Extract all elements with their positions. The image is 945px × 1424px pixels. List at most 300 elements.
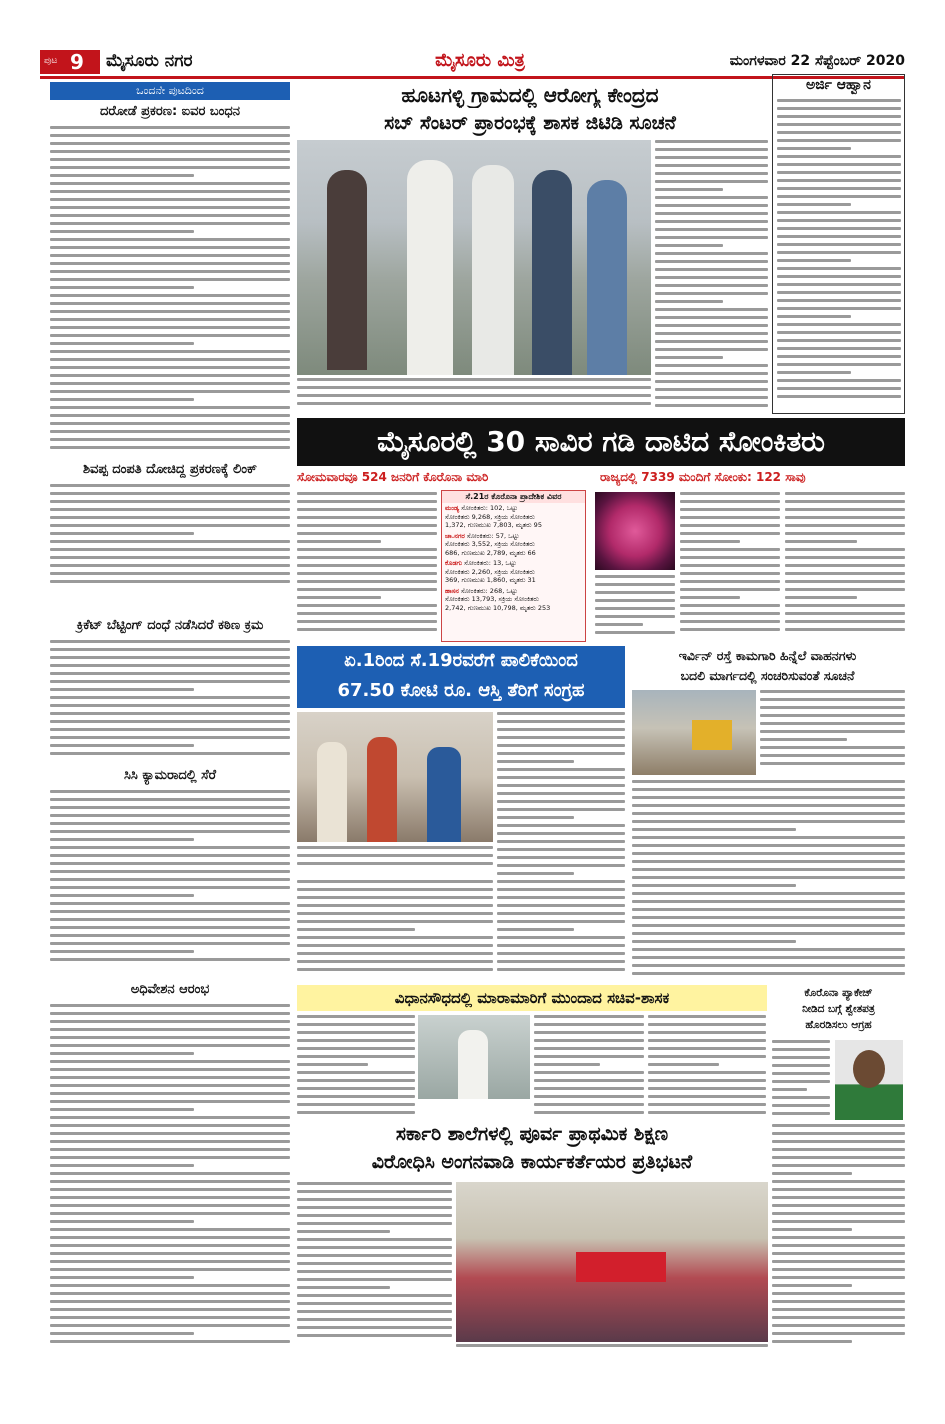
text-line: [50, 430, 290, 433]
text-line: [497, 824, 625, 827]
text-line: [50, 1092, 290, 1095]
text-line: [777, 171, 901, 174]
text-line: [632, 916, 905, 919]
text-line: [456, 1344, 768, 1347]
text-line: [50, 1276, 194, 1279]
text-line: [297, 1063, 368, 1066]
text-line: [760, 754, 905, 757]
text-line: [50, 704, 290, 707]
text-line: [534, 1039, 644, 1042]
text-line: [50, 790, 290, 793]
text-line: [297, 888, 493, 891]
text-line: [534, 1095, 644, 1098]
text-line: [297, 1246, 452, 1249]
text-line: [297, 500, 437, 503]
text-line: [760, 706, 905, 709]
district-2-line3: 686, ಗುಣಮುಖ 2,789, ಮೃತರು 66: [445, 548, 536, 557]
text-line: [648, 1023, 766, 1026]
text-line: [772, 1156, 905, 1159]
text-line: [497, 848, 625, 851]
text-line: [534, 1023, 644, 1026]
text-line: [785, 628, 905, 631]
page-number-badge: [40, 50, 100, 74]
text-line: [50, 532, 194, 535]
text-line: [497, 720, 625, 723]
text-line: [772, 1172, 852, 1175]
text-line: [655, 268, 768, 271]
district-4-line3: 2,742, ಗುಣಮುಖ 10,798, ಮೃತರು 253: [445, 603, 551, 612]
text-line: [50, 508, 290, 511]
text-line: [632, 956, 905, 959]
text-line: [297, 386, 651, 389]
text-line: [497, 880, 625, 883]
text-line: [497, 744, 625, 747]
text-line: [50, 556, 290, 559]
text-line: [50, 910, 290, 913]
text-line: [655, 148, 768, 151]
text-line: [680, 588, 780, 591]
left-item-2-text: [50, 484, 290, 594]
text-line: [777, 355, 901, 358]
text-line: [772, 1180, 905, 1183]
text-line: [785, 620, 905, 623]
text-line: [655, 372, 768, 375]
text-line: [777, 275, 901, 278]
text-line: [777, 155, 901, 158]
text-line: [777, 291, 901, 294]
text-line: [655, 284, 768, 287]
text-line: [50, 1236, 290, 1239]
text-line: [655, 180, 768, 183]
text-line: [595, 583, 675, 586]
text-line: [297, 1302, 452, 1305]
left-item-1-title: ದರೋಡೆ ಪ್ರಕರಣ: ಐವರ ಬಂಧನ: [99, 104, 241, 119]
text-line: [50, 390, 290, 393]
text-line: [777, 243, 901, 246]
text-line: [297, 1206, 452, 1209]
text-line: [50, 664, 290, 667]
text-line: [772, 1212, 905, 1215]
text-line: [595, 607, 675, 610]
text-line: [655, 340, 768, 343]
text-line: [777, 123, 901, 126]
text-line: [297, 1087, 415, 1090]
text-line: [772, 1316, 905, 1319]
text-line: [655, 228, 768, 231]
text-line: [772, 1340, 852, 1343]
text-line: [655, 348, 768, 351]
text-line: [680, 556, 780, 559]
text-line: [50, 350, 290, 353]
text-line: [497, 784, 625, 787]
text-line: [785, 492, 905, 495]
text-line: [632, 812, 905, 815]
district-2-line1: ಸೋಂಕಿತರು: 57, ಒಟ್ಟು: [466, 531, 520, 540]
text-line: [632, 892, 905, 895]
virus-illustration: [595, 492, 675, 570]
text-line: [632, 948, 905, 951]
issue-date: ಮಂಗಳವಾರ 22 ಸೆಪ್ಟೆಂಬರ್ 2020: [729, 53, 905, 69]
text-line: [777, 195, 901, 198]
text-line: [595, 591, 675, 594]
vidhana-text-a: [297, 1015, 415, 1120]
top-story-headline-1: ಹೂಟಗಳ್ಳಿ ಗ್ರಾಮದಲ್ಲಿ ಆರೋಗ್ಯ ಕೇಂದ್ರದ: [401, 83, 659, 107]
text-line: [297, 1182, 452, 1185]
text-line: [50, 246, 290, 249]
text-line: [655, 292, 768, 295]
text-line: [497, 768, 625, 771]
text-line: [50, 1116, 290, 1119]
text-line: [534, 1015, 644, 1018]
text-line: [297, 1214, 452, 1217]
text-line: [772, 1260, 905, 1263]
text-line: [297, 846, 493, 849]
text-line: [632, 884, 796, 887]
text-line: [648, 1071, 766, 1074]
package-headline-1: ಕೊರೊನಾ ಪ್ಯಾಕೇಜ್: [804, 987, 873, 999]
page-number: 9: [70, 50, 84, 74]
text-line: [50, 540, 290, 543]
text-line: [772, 1332, 905, 1335]
text-line: [297, 944, 493, 947]
text-line: [680, 580, 780, 583]
text-line: [534, 1063, 600, 1066]
text-line: [297, 912, 493, 915]
anganwadi-text-a: [297, 1182, 452, 1347]
text-line: [534, 1047, 644, 1050]
text-line: [50, 1212, 290, 1215]
text-line: [772, 1196, 905, 1199]
text-line: [777, 307, 901, 310]
text-line: [655, 204, 768, 207]
text-line: [680, 628, 780, 631]
text-line: [760, 738, 847, 741]
text-line: [50, 310, 290, 313]
text-line: [785, 540, 857, 543]
text-line: [785, 532, 905, 535]
top-story-headline-2: ಸಬ್ ಸೆಂಟರ್ ಪ್ರಾರಂಭಕ್ಕೆ ಶಾಸಕ ಜಿಟಿಡಿ ಸೂಚನೆ: [384, 112, 676, 134]
text-line: [50, 1036, 290, 1039]
text-line: [50, 580, 290, 583]
district-4-name: ಹಾಸನ: [445, 586, 459, 595]
text-line: [297, 556, 437, 559]
text-line: [777, 179, 901, 182]
text-line: [50, 1148, 290, 1151]
text-line: [632, 924, 905, 927]
district-4-line2: ಸೋಂಕಿತರು 13,793, ಸಕ್ರಿಯ ಸೋಂಕಿತರು: [445, 595, 539, 603]
text-line: [297, 1318, 452, 1321]
text-line: [50, 238, 290, 241]
text-line: [50, 672, 290, 675]
text-line: [534, 1111, 644, 1114]
text-line: [632, 964, 905, 967]
text-line: [785, 580, 905, 583]
text-line: [50, 862, 290, 865]
text-line: [50, 1196, 290, 1199]
text-line: [777, 139, 901, 142]
text-line: [297, 492, 437, 495]
text-line: [50, 1332, 194, 1335]
text-line: [297, 1326, 452, 1329]
district-2-name: ಚಾ.ನಗರ: [445, 531, 465, 540]
text-line: [50, 838, 194, 841]
text-line: [772, 1096, 830, 1099]
text-line: [772, 1220, 905, 1223]
notice-box: [772, 74, 905, 414]
text-line: [50, 126, 290, 129]
covid-right-text-b: [785, 492, 905, 642]
covid-right-text-c: [595, 575, 675, 642]
text-line: [50, 1084, 290, 1087]
palike-photo: [297, 712, 493, 842]
text-line: [497, 928, 574, 931]
text-line: [777, 299, 901, 302]
left-item-4-text: [50, 790, 290, 968]
text-line: [50, 166, 290, 169]
text-line: [655, 276, 768, 279]
text-line: [50, 270, 290, 273]
text-line: [772, 1124, 905, 1127]
text-line: [50, 374, 290, 377]
text-line: [497, 776, 625, 779]
text-line: [777, 283, 901, 286]
text-line: [655, 188, 723, 191]
text-line: [772, 1064, 830, 1067]
text-line: [648, 1055, 766, 1058]
text-line: [50, 846, 290, 849]
text-line: [655, 236, 768, 239]
text-line: [50, 1044, 290, 1047]
text-line: [632, 900, 905, 903]
package-text-b: [772, 1124, 905, 1349]
text-line: [50, 142, 290, 145]
text-line: [297, 1294, 452, 1297]
text-line: [50, 894, 194, 897]
text-line: [648, 1015, 766, 1018]
text-line: [497, 920, 625, 923]
text-line: [648, 1095, 766, 1098]
text-line: [777, 211, 901, 214]
text-line: [772, 1072, 830, 1075]
text-line: [785, 612, 905, 615]
text-line: [50, 648, 290, 651]
text-line: [655, 252, 768, 255]
strap-label: ಒಂದನೇ ಪುಟದಿಂದ: [136, 84, 204, 97]
text-line: [772, 1104, 830, 1107]
text-line: [772, 1324, 905, 1327]
text-line: [785, 572, 905, 575]
text-line: [50, 516, 290, 519]
text-line: [50, 926, 290, 929]
text-line: [680, 508, 780, 511]
text-line: [497, 792, 625, 795]
text-line: [50, 1292, 290, 1295]
anganwadi-headline-2: ವಿರೋಧಿಸಿ ಅಂಗನವಾಡಿ ಕಾರ್ಯಕರ್ತೆಯರ ಪ್ರತಿಭಟನೆ: [371, 1151, 693, 1173]
text-line: [648, 1103, 766, 1106]
text-line: [297, 628, 437, 631]
text-line: [50, 1028, 290, 1031]
text-line: [50, 294, 290, 297]
text-line: [632, 932, 905, 935]
text-line: [50, 728, 290, 731]
text-line: [772, 1292, 905, 1295]
text-line: [297, 960, 493, 963]
text-line: [772, 1236, 905, 1239]
text-line: [50, 1068, 290, 1071]
text-line: [772, 1140, 905, 1143]
text-line: [50, 548, 290, 551]
text-line: [777, 379, 901, 382]
text-line: [50, 1228, 290, 1231]
text-line: [50, 406, 290, 409]
text-line: [50, 696, 290, 699]
text-line: [297, 564, 437, 567]
text-line: [595, 575, 675, 578]
text-line: [50, 1308, 290, 1311]
text-line: [648, 1031, 766, 1034]
left-item-1-text: [50, 126, 290, 461]
text-line: [680, 540, 740, 543]
text-line: [50, 918, 290, 921]
text-line: [777, 235, 901, 238]
district-2-line2: ಸೋಂಕಿತರು 3,552, ಸಕ್ರಿಯ ಸೋಂಕಿತರು: [445, 540, 535, 548]
text-line: [297, 952, 493, 955]
text-line: [680, 524, 780, 527]
text-line: [497, 896, 625, 899]
text-line: [760, 730, 905, 733]
text-line: [297, 548, 437, 551]
text-line: [497, 936, 625, 939]
text-line: [632, 940, 796, 943]
text-line: [50, 1020, 290, 1023]
text-line: [297, 968, 493, 971]
text-line: [50, 382, 290, 385]
text-line: [777, 219, 901, 222]
text-line: [297, 928, 415, 931]
text-line: [50, 286, 194, 289]
text-line: [497, 904, 625, 907]
text-line: [777, 115, 901, 118]
text-line: [297, 532, 437, 535]
text-line: [50, 830, 290, 833]
text-line: [772, 1244, 905, 1247]
text-line: [297, 862, 493, 865]
text-line: [760, 714, 905, 717]
text-line: [655, 356, 723, 359]
text-line: [534, 1055, 644, 1058]
text-line: [760, 746, 905, 749]
package-text-a: [772, 1040, 830, 1120]
text-line: [655, 300, 723, 303]
text-line: [648, 1047, 766, 1050]
text-line: [497, 760, 574, 763]
text-line: [50, 326, 290, 329]
text-line: [297, 896, 493, 899]
text-line: [655, 140, 768, 143]
text-line: [772, 1188, 905, 1191]
text-line: [777, 395, 901, 398]
text-line: [50, 1180, 290, 1183]
text-line: [772, 1308, 905, 1311]
text-line: [50, 1076, 290, 1079]
text-line: [297, 572, 437, 575]
text-line: [297, 1262, 452, 1265]
text-line: [655, 260, 768, 263]
covid-district-box: [441, 490, 586, 642]
district-4-line1: ಸೋಂಕಿತರು: 268, ಒಟ್ಟು: [460, 586, 518, 595]
text-line: [50, 1012, 290, 1015]
text-line: [50, 950, 194, 953]
text-line: [297, 1278, 452, 1281]
text-line: [772, 1112, 830, 1115]
text-line: [297, 588, 437, 591]
text-line: [785, 524, 905, 527]
text-line: [50, 1252, 290, 1255]
vidhana-headline-box: [297, 985, 767, 1011]
text-line: [680, 620, 780, 623]
text-line: [297, 1015, 415, 1018]
text-line: [777, 371, 851, 374]
masthead: [40, 48, 905, 76]
text-line: [680, 532, 780, 535]
text-line: [595, 599, 675, 602]
text-line: [50, 1140, 290, 1143]
text-line: [777, 107, 901, 110]
text-line: [632, 868, 905, 871]
left-item-2-title: ಶಿವಪ್ಪ ದಂಪತಿ ದೋಚಿದ್ದ ಪ್ರಕರಣಕ್ಕೆ ಲಿಂಕ್: [82, 462, 258, 477]
text-line: [655, 212, 768, 215]
text-line: [50, 1260, 290, 1263]
text-line: [777, 331, 901, 334]
text-line: [50, 798, 290, 801]
text-line: [297, 402, 651, 405]
text-line: [497, 864, 625, 867]
text-line: [655, 332, 768, 335]
text-line: [655, 196, 768, 199]
text-line: [777, 131, 901, 134]
text-line: [772, 1164, 905, 1167]
text-line: [497, 912, 625, 915]
vidhana-headline: ವಿಧಾನಸೌಧದಲ್ಲಿ ಮಾರಾಮಾರಿಗೆ ಮುಂದಾದ ಸಚಿವ-ಶಾಸಕ: [394, 989, 670, 1007]
text-line: [785, 500, 905, 503]
text-line: [50, 1268, 290, 1271]
text-line: [680, 548, 780, 551]
text-line: [777, 347, 901, 350]
text-line: [760, 698, 905, 701]
text-line: [655, 244, 723, 247]
text-line: [777, 259, 851, 262]
text-line: [680, 500, 780, 503]
top-story-caption: [297, 378, 651, 414]
text-line: [50, 680, 290, 683]
text-line: [297, 508, 437, 511]
text-line: [497, 808, 625, 811]
text-line: [497, 944, 625, 947]
text-line: [50, 278, 290, 281]
text-line: [50, 366, 290, 369]
district-4: [442, 586, 585, 614]
text-line: [50, 958, 290, 961]
text-line: [50, 422, 290, 425]
text-line: [777, 323, 901, 326]
text-line: [50, 318, 290, 321]
anganwadi-headline-1: ಸರ್ಕಾರಿ ಶಾಲೆಗಳಲ್ಲಿ ಪೂರ್ವ ಪ್ರಾಥಮಿಕ ಶಿಕ್ಷಣ: [395, 1123, 669, 1145]
text-line: [632, 804, 905, 807]
text-line: [760, 722, 905, 725]
text-line: [772, 1204, 905, 1207]
text-line: [648, 1063, 719, 1066]
text-line: [50, 656, 290, 659]
